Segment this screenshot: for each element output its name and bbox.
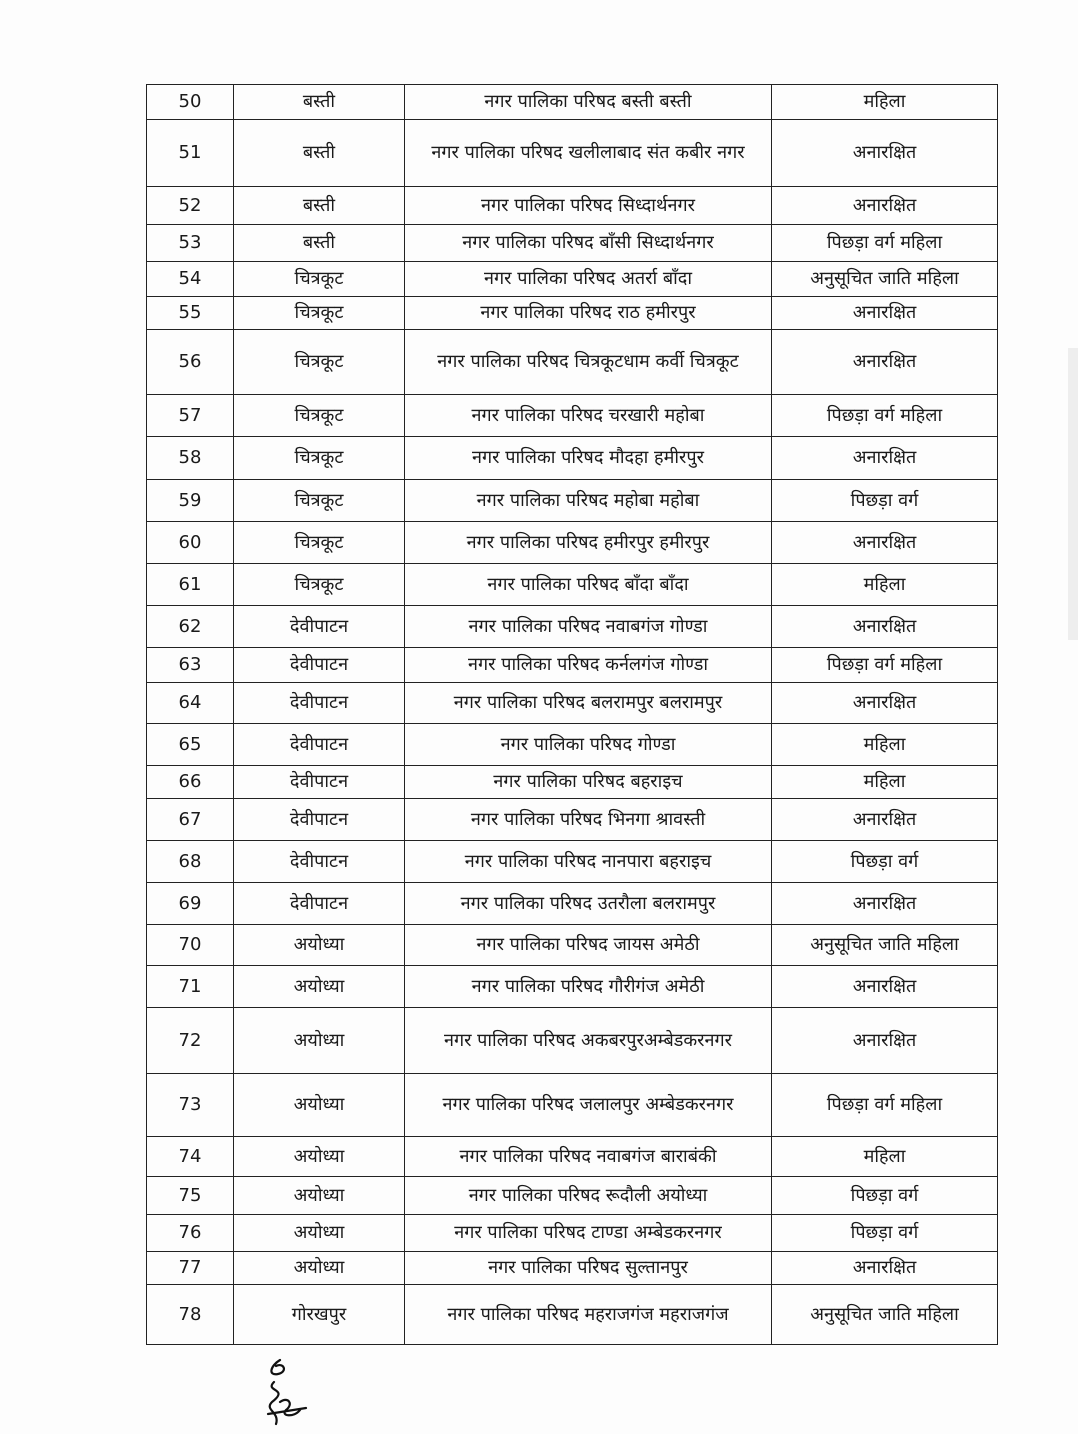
division-name: चित्रकूट [234,395,405,437]
table-row [147,925,998,966]
table-row [147,966,998,1008]
division-name: देवीपाटन [234,648,405,683]
reservation-category: अनारक्षित [772,522,998,564]
division-name: अयोध्या [234,1137,405,1177]
municipal-council-name: नगर पालिका परिषद सुल्तानपुर [405,1252,772,1285]
table-row [147,480,998,522]
reservation-category: पिछड़ा वर्ग [772,1215,998,1252]
reservation-category: महिला [772,766,998,799]
serial-number: 52 [147,187,234,225]
division-name: चित्रकूट [234,330,405,395]
table-row [147,1074,998,1137]
serial-number: 60 [147,522,234,564]
reservation-category: अनारक्षित [772,297,998,330]
reservation-category: पिछड़ा वर्ग महिला [772,1074,998,1137]
serial-number: 76 [147,1215,234,1252]
reservation-category: अनारक्षित [772,330,998,395]
division-name: चित्रकूट [234,437,405,480]
municipal-council-name: नगर पालिका परिषद बहराइच [405,766,772,799]
serial-number: 53 [147,225,234,262]
table-row [147,395,998,437]
serial-number: 57 [147,395,234,437]
serial-number: 54 [147,262,234,297]
reservation-category: महिला [772,724,998,766]
serial-number: 67 [147,799,234,841]
division-name: बस्ती [234,85,405,120]
reservation-category: महिला [772,85,998,120]
municipal-council-name: नगर पालिका परिषद कर्नलगंज गोण्डा [405,648,772,683]
municipal-council-name: नगर पालिका परिषद नवाबगंज गोण्डा [405,606,772,648]
serial-number: 59 [147,480,234,522]
reservation-category: अनारक्षित [772,1252,998,1285]
table-row [147,1215,998,1252]
table-row [147,85,998,120]
division-name: देवीपाटन [234,606,405,648]
municipal-council-name: नगर पालिका परिषद नवाबगंज बाराबंकी [405,1137,772,1177]
reservation-category: पिछड़ा वर्ग [772,841,998,883]
serial-number: 65 [147,724,234,766]
table-row [147,683,998,724]
reservation-category: अनारक्षित [772,966,998,1008]
reservation-category: अनारक्षित [772,187,998,225]
division-name: चित्रकूट [234,522,405,564]
municipal-council-name: नगर पालिका परिषद अकबरपुरअम्बेडकरनगर [405,1008,772,1074]
municipal-council-name: नगर पालिका परिषद सिध्दार्थनगर [405,187,772,225]
municipal-council-name: नगर पालिका परिषद राठ हमीरपुर [405,297,772,330]
serial-number: 50 [147,85,234,120]
table-row [147,120,998,187]
table-row [147,1177,998,1215]
serial-number: 70 [147,925,234,966]
table-row [147,1252,998,1285]
serial-number: 75 [147,1177,234,1215]
table-row [147,1137,998,1177]
table-row [147,187,998,225]
division-name: देवीपाटन [234,799,405,841]
division-name: अयोध्या [234,1074,405,1137]
municipal-council-name: नगर पालिका परिषद गौरीगंज अमेठी [405,966,772,1008]
division-name: अयोध्या [234,1177,405,1215]
reservation-category: महिला [772,564,998,606]
page-edge-shade [1068,348,1078,640]
signature [250,1352,320,1432]
division-name: देवीपाटन [234,841,405,883]
table-row [147,841,998,883]
table-row [147,1285,998,1345]
serial-number: 66 [147,766,234,799]
table-row [147,262,998,297]
municipal-council-name: नगर पालिका परिषद महोबा महोबा [405,480,772,522]
municipal-council-name: नगर पालिका परिषद भिनगा श्रावस्ती [405,799,772,841]
reservation-category: अनुसूचित जाति महिला [772,262,998,297]
serial-number: 69 [147,883,234,925]
municipal-council-name: नगर पालिका परिषद मौदहा हमीरपुर [405,437,772,480]
serial-number: 64 [147,683,234,724]
reservation-category: अनारक्षित [772,606,998,648]
municipal-council-name: नगर पालिका परिषद बलरामपुर बलरामपुर [405,683,772,724]
table-row [147,606,998,648]
municipal-council-name: नगर पालिका परिषद बस्ती बस्ती [405,85,772,120]
reservation-category: अनारक्षित [772,1008,998,1074]
table-row [147,883,998,925]
reservation-category: अनारक्षित [772,883,998,925]
reservation-category: अनारक्षित [772,120,998,187]
table-body [147,85,998,1345]
serial-number: 73 [147,1074,234,1137]
division-name: अयोध्या [234,966,405,1008]
table-row [147,564,998,606]
reservation-category: अनुसूचित जाति महिला [772,925,998,966]
reservation-category: अनारक्षित [772,683,998,724]
division-name: बस्ती [234,120,405,187]
municipal-council-name: नगर पालिका परिषद बाँदा बाँदा [405,564,772,606]
municipal-council-name: नगर पालिका परिषद गोण्डा [405,724,772,766]
municipal-council-name: नगर पालिका परिषद जायस अमेठी [405,925,772,966]
municipal-council-name: नगर पालिका परिषद हमीरपुर हमीरपुर [405,522,772,564]
division-name: देवीपाटन [234,766,405,799]
division-name: बस्ती [234,225,405,262]
division-name: चित्रकूट [234,262,405,297]
division-name: अयोध्या [234,1215,405,1252]
serial-number: 77 [147,1252,234,1285]
serial-number: 51 [147,120,234,187]
table-row [147,724,998,766]
division-name: अयोध्या [234,1252,405,1285]
serial-number: 78 [147,1285,234,1345]
division-name: बस्ती [234,187,405,225]
serial-number: 55 [147,297,234,330]
table-row [147,225,998,262]
reservation-category: अनारक्षित [772,799,998,841]
table-row [147,437,998,480]
table-row [147,522,998,564]
serial-number: 58 [147,437,234,480]
reservation-category: महिला [772,1137,998,1177]
table-row [147,799,998,841]
reservation-category: पिछड़ा वर्ग महिला [772,395,998,437]
reservation-category: अनुसूचित जाति महिला [772,1285,998,1345]
division-name: चित्रकूट [234,564,405,606]
division-name: अयोध्या [234,925,405,966]
reservation-table [146,84,998,1345]
municipal-council-name: नगर पालिका परिषद खलीलाबाद संत कबीर नगर [405,120,772,187]
division-name: गोरखपुर [234,1285,405,1345]
municipal-council-name: नगर पालिका परिषद रूदौली अयोध्या [405,1177,772,1215]
table-row [147,330,998,395]
reservation-category: पिछड़ा वर्ग [772,1177,998,1215]
division-name: देवीपाटन [234,883,405,925]
division-name: देवीपाटन [234,724,405,766]
division-name: देवीपाटन [234,683,405,724]
serial-number: 62 [147,606,234,648]
municipal-council-name: नगर पालिका परिषद चरखारी महोबा [405,395,772,437]
division-name: चित्रकूट [234,297,405,330]
municipal-council-name: नगर पालिका परिषद चित्रकूटधाम कर्वी चित्रकूट [405,330,772,395]
municipal-council-name: नगर पालिका परिषद जलालपुर अम्बेडकरनगर [405,1074,772,1137]
reservation-category: अनारक्षित [772,437,998,480]
table-row [147,1008,998,1074]
table-row [147,648,998,683]
municipal-council-name: नगर पालिका परिषद नानपारा बहराइच [405,841,772,883]
serial-number: 63 [147,648,234,683]
table-row [147,297,998,330]
serial-number: 71 [147,966,234,1008]
reservation-category: पिछड़ा वर्ग [772,480,998,522]
serial-number: 56 [147,330,234,395]
municipal-council-name: नगर पालिका परिषद महराजगंज महराजगंज [405,1285,772,1345]
reservation-category: पिछड़ा वर्ग महिला [772,648,998,683]
serial-number: 61 [147,564,234,606]
division-name: चित्रकूट [234,480,405,522]
serial-number: 74 [147,1137,234,1177]
municipal-council-name: नगर पालिका परिषद टाण्डा अम्बेडकरनगर [405,1215,772,1252]
table-row [147,766,998,799]
reservation-category: पिछड़ा वर्ग महिला [772,225,998,262]
serial-number: 72 [147,1008,234,1074]
municipal-council-name: नगर पालिका परिषद उतरौला बलरामपुर [405,883,772,925]
municipal-council-name: नगर पालिका परिषद अतर्रा बाँदा [405,262,772,297]
division-name: अयोध्या [234,1008,405,1074]
municipal-council-name: नगर पालिका परिषद बाँसी सिध्दार्थनगर [405,225,772,262]
serial-number: 68 [147,841,234,883]
